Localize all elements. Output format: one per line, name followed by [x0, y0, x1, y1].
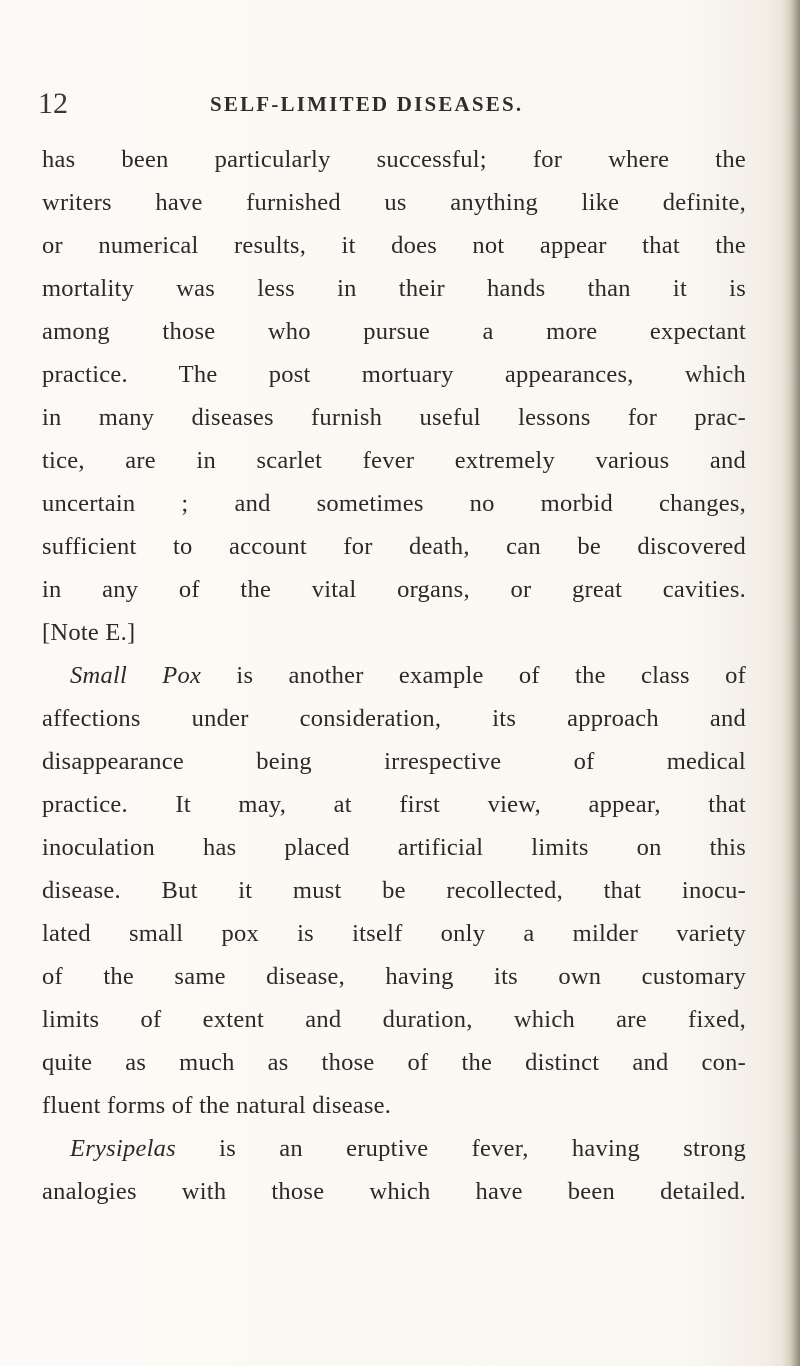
body-text	[42, 138, 746, 1213]
text-line	[42, 826, 746, 869]
line-text: tice, are in scarlet fever extremely various and	[42, 447, 746, 474]
line-text: among those who pursue a more expectant	[42, 318, 746, 345]
line-text: disease. But it must be recollected, that inocu-	[42, 877, 746, 904]
line-text: lated small pox is itself only a milder variety	[42, 920, 746, 947]
running-head: SELF-LIMITED DISEASES.	[210, 92, 524, 116]
text-line	[42, 697, 746, 740]
line-text: is another example of the class of	[201, 662, 746, 689]
text-line	[42, 525, 746, 568]
line-text: or numerical results, it does not appear that the	[42, 232, 746, 259]
line-text: sufficient to account for death, can be discovered	[42, 533, 746, 560]
italic-term: Small Pox	[70, 662, 202, 689]
line-text: in many diseases furnish useful lessons for prac-	[42, 404, 746, 431]
text-line	[42, 224, 746, 267]
line-text: mortality was less in their hands than it is	[42, 275, 746, 302]
line-text: of the same disease, having its own customary	[42, 963, 746, 990]
text-line	[42, 310, 746, 353]
text-line	[42, 138, 746, 181]
text-line	[42, 955, 746, 998]
text-line	[42, 654, 746, 697]
text-line	[42, 396, 746, 439]
text-line	[42, 869, 746, 912]
text-line	[42, 783, 746, 826]
text-line	[42, 568, 746, 611]
line-text: in any of the vital organs, or great cavities.	[42, 576, 746, 603]
text-line	[42, 353, 746, 396]
italic-term: Erysipelas	[70, 1135, 176, 1162]
line-text: uncertain ; and sometimes no morbid changes,	[42, 490, 746, 517]
text-line	[42, 439, 746, 482]
text-line	[42, 267, 746, 310]
text-line	[42, 740, 746, 783]
page-header	[38, 84, 758, 124]
text-line	[42, 1127, 746, 1170]
line-text: inoculation has placed artificial limits on this	[42, 834, 746, 861]
line-text: practice. It may, at first view, appear, that	[42, 791, 746, 818]
text-line	[42, 1170, 746, 1213]
text-line	[42, 482, 746, 525]
text-line	[42, 611, 746, 654]
text-line	[42, 181, 746, 224]
line-text: practice. The post mortuary appearances, which	[42, 361, 746, 388]
line-text: disappearance being irrespective of medical	[42, 748, 746, 775]
line-text: affections under consideration, its approach and	[42, 705, 746, 732]
line-text: fluent forms of the natural disease.	[42, 1092, 392, 1119]
line-text: writers have furnished us anything like definite,	[42, 189, 746, 216]
text-line	[42, 1084, 746, 1127]
text-line	[42, 912, 746, 955]
text-line	[42, 998, 746, 1041]
line-text: limits of extent and duration, which are fixed,	[42, 1006, 746, 1033]
page-edge-shadow	[782, 0, 800, 1366]
line-text: is an eruptive fever, having strong	[175, 1135, 746, 1162]
page-number: 12	[38, 87, 68, 120]
line-text: [Note E.]	[42, 619, 136, 646]
line-text: has been particularly successful; for where the	[42, 146, 746, 173]
text-line	[42, 1041, 746, 1084]
line-text: analogies with those which have been detailed.	[42, 1178, 746, 1205]
line-text: quite as much as those of the distinct and con-	[42, 1049, 746, 1076]
